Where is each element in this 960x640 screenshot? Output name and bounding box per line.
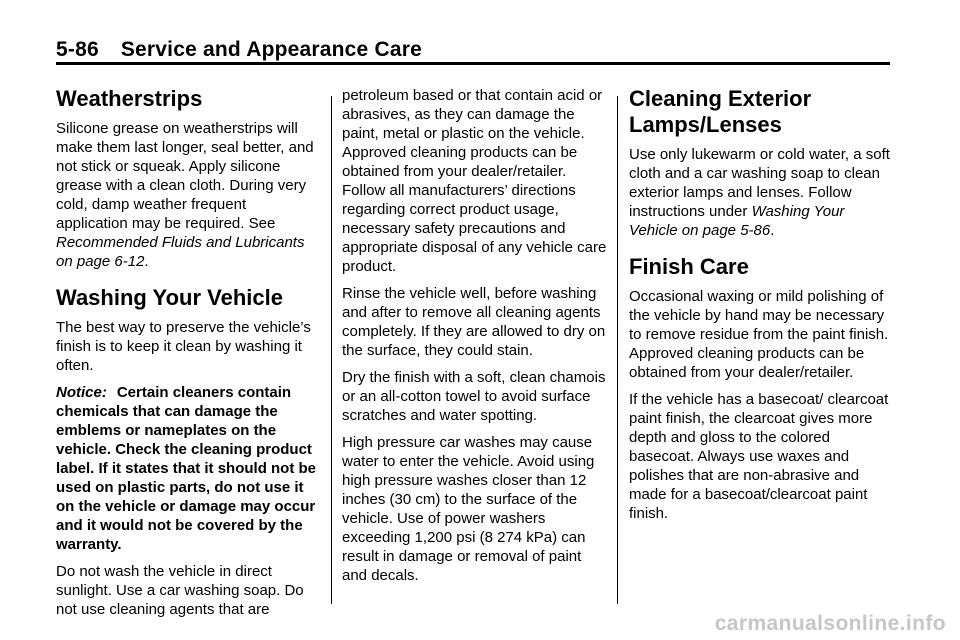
section-title: Service and Appearance Care — [120, 38, 422, 61]
washing-notice — [56, 383, 320, 554]
column-3 — [629, 86, 894, 531]
lamps-reference: Washing Your Vehicle on page 5-86 — [629, 203, 845, 239]
column-2 — [342, 86, 607, 593]
finish-paragraph-2: If the vehicle has a basecoat/ clearcoat paint finish, the clearcoat gives more depth and gloss to the colored basecoat. Always use waxes and polishes that are non-abrasive and made for a basecoat/clearcoat paint finish. — [629, 391, 889, 522]
lamps-body — [629, 145, 894, 240]
washing-paragraph-3: Rinse the vehicle well, before washing and after to remove all cleaning agents completely. If they are allowed to dry on the surface, they could stain. — [342, 285, 606, 359]
page-number: 5-86 — [56, 38, 99, 61]
notice-text: Certain cleaners contain chemicals that can damage the emblems or nameplates on the vehicle. Check the cleaning product label. If it states that it should not be used on plastic parts, do not use it on the vehicle or damage may occur and it would not be covered by the warranty. — [56, 384, 317, 553]
lamps-end: . — [770, 222, 775, 239]
weatherstrips-body — [56, 119, 320, 271]
column-1 — [56, 86, 320, 627]
weatherstrips-heading: Weatherstrips — [56, 86, 203, 111]
lamps-text: Use only lukewarm or cold water, a soft cloth and a car washing soap to clean exterior lamps and lenses. Follow instructions under — [629, 146, 890, 220]
page-header — [56, 38, 422, 62]
column-divider-2 — [617, 96, 618, 604]
weatherstrips-end: . — [144, 253, 149, 270]
washing-paragraph-5: High pressure car washes may cause water to enter the vehicle. Avoid using high pressure washes closer than 12 inches (30 cm) to the surface of the vehicle. Use of power washers exceeding 1,200 psi (8 274 kPa) can result in damage or removal of paint and decals. — [342, 434, 595, 584]
washing-paragraph-2-continued: petroleum based or that contain acid or abrasives, as they can damage the paint, metal or plastic on the vehicle. Approved cleaning products can be obtained from your dealer/retailer. Follow all manufacturers’ directions regarding correct product usage, necessary safety precautions and appropriate disposal of any vehicle care product. — [342, 87, 607, 275]
weatherstrips-reference: Recommended Fluids and Lubricants on page 6-12 — [56, 234, 305, 270]
notice-label: Notice: — [56, 384, 107, 401]
washing-paragraph-4: Dry the finish with a soft, clean chamois or an all-cotton towel to avoid surface scratches and water spotting. — [342, 369, 606, 424]
lamps-heading: Cleaning Exterior Lamps/Lenses — [629, 86, 812, 137]
weatherstrips-text: Silicone grease on weatherstrips will make them last longer, seal better, and not stick or squeak. Apply silicone grease with a clean cloth. During very cold, damp weather frequent application may be required. See — [56, 120, 314, 232]
washing-paragraph-2: Do not wash the vehicle in direct sunlight. Use a car washing soap. Do not use cleaning agents that are — [56, 563, 304, 618]
washing-heading: Washing Your Vehicle — [56, 285, 283, 310]
finish-heading: Finish Care — [629, 254, 749, 279]
finish-paragraph-1: Occasional waxing or mild polishing of the vehicle by hand may be necessary to remove residue from the paint finish. Approved cleaning products can be obtained from your dealer/retailer. — [629, 288, 889, 381]
column-divider-1 — [331, 96, 332, 604]
washing-paragraph-1: The best way to preserve the vehicle’s finish is to keep it clean by washing it often. — [56, 319, 311, 374]
watermark: carmanualsonline.info — [714, 612, 946, 635]
header-rule — [56, 62, 890, 65]
